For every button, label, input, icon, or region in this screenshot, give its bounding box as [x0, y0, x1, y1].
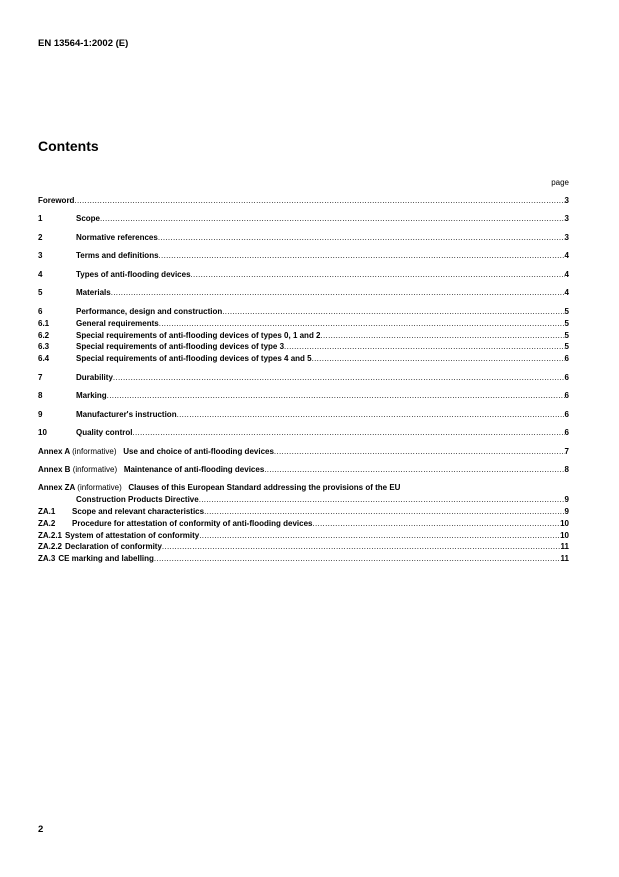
dot-leader — [199, 494, 565, 506]
annex-name: Annex B — [38, 465, 71, 474]
dot-leader — [199, 530, 560, 542]
entry-number: 6.3 — [38, 342, 50, 352]
entry-number: 6.1 — [38, 318, 50, 328]
dot-leader — [100, 213, 565, 225]
toc-entry[interactable] — [38, 269, 569, 281]
entry-page: 3 — [564, 232, 569, 242]
toc-entry[interactable] — [38, 506, 569, 518]
entry-number: ZA.1 — [38, 507, 56, 517]
entry-page: 6 — [564, 428, 569, 438]
dot-leader — [159, 250, 565, 262]
annex-title: Use and choice of anti-flooding devices — [123, 446, 274, 456]
toc-entry[interactable] — [38, 409, 569, 421]
entry-page: 6 — [564, 409, 569, 419]
entry-page: 10 — [560, 518, 569, 528]
toc-entry[interactable] — [38, 372, 569, 384]
toc-entry[interactable] — [38, 287, 569, 299]
entry-number: 5 — [38, 288, 43, 298]
page-title: Contents — [38, 138, 99, 154]
entry-page: 4 — [564, 288, 569, 298]
toc-annex[interactable] — [38, 482, 569, 494]
toc-entry[interactable] — [38, 427, 569, 439]
toc-entry[interactable] — [38, 232, 569, 244]
entry-number: ZA.2.2 — [38, 542, 63, 552]
entry-number: 2 — [38, 232, 43, 242]
entry-page: 3 — [564, 214, 569, 224]
toc-entry[interactable] — [38, 541, 569, 553]
entry-label: CE marking and labelling — [58, 554, 154, 564]
toc-entry[interactable] — [38, 353, 569, 365]
toc-entry[interactable] — [38, 530, 569, 542]
entry-page: 4 — [564, 251, 569, 261]
entry-label: Special requirements of anti-flooding devices of types 0, 1 and 2 — [76, 330, 321, 340]
entry-label: System of attestation of conformity — [65, 530, 200, 540]
toc-annex[interactable] — [38, 446, 569, 458]
dot-leader — [158, 232, 565, 244]
entry-page: 8 — [564, 465, 569, 474]
entry-number: ZA.3 — [38, 554, 56, 564]
toc-entry[interactable] — [38, 306, 569, 318]
entry-page: 6 — [564, 372, 569, 382]
entry-number: 9 — [38, 409, 43, 419]
dot-leader — [159, 318, 565, 330]
entry-label: Performance, design and construction — [76, 306, 223, 316]
entry-label: Terms and definitions — [76, 251, 159, 261]
dot-leader — [113, 372, 565, 384]
toc-annex[interactable] — [38, 464, 569, 476]
entry-number: 8 — [38, 391, 43, 401]
entry-number: 4 — [38, 269, 43, 279]
entry-label: Manufacturer's instruction — [76, 409, 177, 419]
entry-number: 1 — [38, 214, 43, 224]
entry-label: Durability — [76, 372, 113, 382]
dot-leader — [274, 446, 565, 458]
annex-label — [38, 446, 274, 458]
toc-entry[interactable] — [38, 553, 569, 565]
entry-label: Scope — [76, 214, 101, 224]
entry-page: 5 — [564, 342, 569, 352]
entry-label: Types of anti-flooding devices — [76, 269, 191, 279]
entry-label: General requirements — [76, 318, 159, 328]
toc-entry[interactable] — [38, 518, 569, 530]
entry-label: Scope and relevant characteristics — [72, 507, 205, 517]
dot-leader — [321, 330, 565, 342]
toc-entry[interactable] — [38, 330, 569, 342]
dot-leader — [162, 541, 561, 553]
page-column-label: page — [551, 178, 569, 187]
annex-type: (informative) — [72, 446, 117, 456]
dot-leader — [107, 390, 565, 402]
entry-number: 6.2 — [38, 330, 50, 340]
entry-page: 6 — [564, 354, 569, 364]
entry-label: Normative references — [76, 232, 158, 242]
entry-label: Marking — [76, 391, 107, 401]
toc-entry[interactable] — [38, 195, 569, 207]
entry-page: 3 — [564, 196, 569, 205]
toc-entry[interactable] — [38, 318, 569, 330]
entry-page: 11 — [560, 554, 569, 564]
entry-number: 7 — [38, 372, 43, 382]
dot-leader — [154, 553, 561, 565]
table-of-contents — [38, 195, 569, 565]
toc-entry[interactable] — [38, 250, 569, 262]
entry-page: 11 — [560, 542, 569, 552]
entry-page: 6 — [564, 391, 569, 401]
entry-number: ZA.2 — [38, 518, 56, 528]
page-number: 2 — [38, 824, 44, 835]
entry-label: Foreword — [38, 196, 75, 205]
toc-entry[interactable] — [38, 341, 569, 353]
annex-type: (informative) — [77, 483, 122, 493]
entry-number: 6.4 — [38, 354, 50, 364]
entry-label: Declaration of conformity — [65, 542, 162, 552]
dot-leader — [74, 195, 564, 207]
annex-label — [38, 482, 400, 494]
dot-leader — [204, 506, 564, 518]
dot-leader — [222, 306, 564, 318]
entry-number: 3 — [38, 251, 43, 261]
entry-label: Materials — [76, 288, 111, 298]
entry-page: 7 — [564, 446, 569, 456]
annex-name: Annex ZA — [38, 483, 76, 493]
annex-title-continued: Construction Products Directive — [76, 495, 199, 505]
annex-title: Maintenance of anti-flooding devices — [123, 465, 265, 474]
dot-leader — [264, 464, 564, 476]
entry-number: ZA.2.1 — [38, 530, 63, 540]
dot-leader — [284, 341, 565, 353]
entry-number: 6 — [38, 306, 43, 316]
entry-page: 9 — [564, 495, 569, 505]
dot-leader — [177, 409, 565, 421]
entry-number: 10 — [38, 428, 47, 438]
entry-page: 9 — [564, 507, 569, 517]
toc-annex-continued[interactable] — [38, 494, 569, 506]
entry-page: 10 — [560, 530, 569, 540]
annex-label — [38, 464, 264, 476]
dot-leader — [111, 287, 565, 299]
document-header: EN 13564-1:2002 (E) — [38, 38, 129, 49]
entry-label: Special requirements of anti-flooding devices of type 3 — [76, 342, 285, 352]
annex-title: Clauses of this European Standard addressing the provisions of the EU — [128, 483, 401, 493]
dot-leader — [312, 353, 565, 365]
toc-entry[interactable] — [38, 390, 569, 402]
dot-leader — [132, 427, 564, 439]
entry-page: 5 — [564, 318, 569, 328]
entry-page: 5 — [564, 330, 569, 340]
toc-entry[interactable] — [38, 213, 569, 225]
annex-name: Annex A — [38, 446, 70, 456]
entry-page: 5 — [564, 306, 569, 316]
dot-leader — [191, 269, 565, 281]
dot-leader — [312, 518, 560, 530]
annex-type: (informative) — [72, 465, 118, 474]
entry-page: 4 — [564, 269, 569, 279]
entry-label: Procedure for attestation of conformity of anti-flooding devices — [72, 518, 313, 528]
entry-label: Quality control — [76, 428, 133, 438]
entry-label: Special requirements of anti-flooding devices of types 4 and 5 — [76, 354, 312, 364]
